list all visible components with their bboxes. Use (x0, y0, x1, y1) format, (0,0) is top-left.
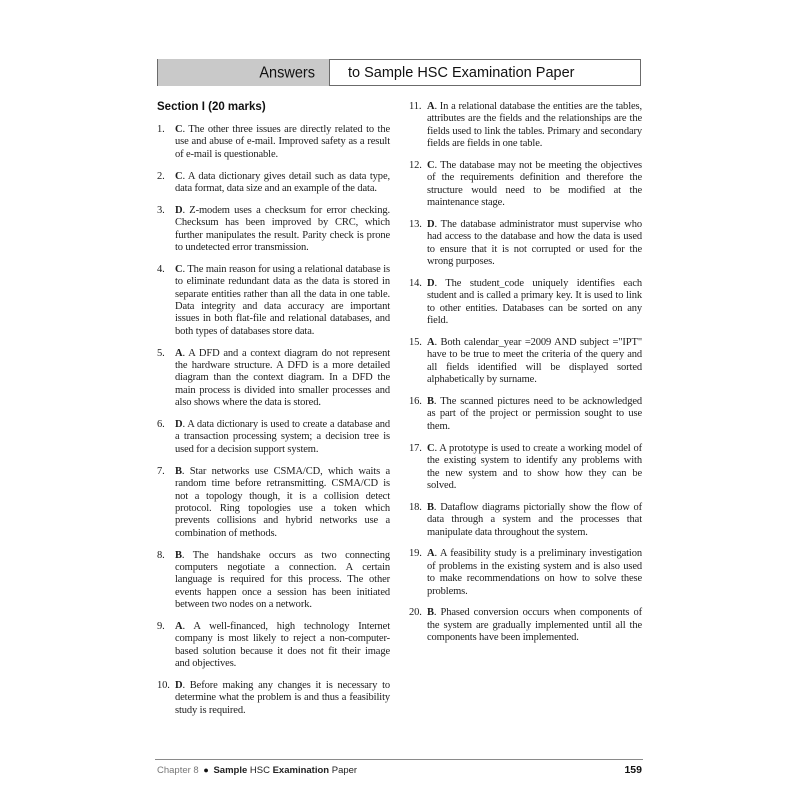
answers-column-right (409, 101, 642, 654)
answer-number: 12. (409, 160, 422, 172)
answer-body (427, 278, 642, 328)
answer-text: . The main reason for using a relational database is to eliminate redundant data as the data is stored in separate entities rather than all the data in one table. Data integrity and data accuracy are important issues in both flat-file and relational databases, and both types of databases store data. (175, 263, 390, 337)
answer-body (427, 548, 642, 598)
header-title: to Sample HSC Examination Paper (348, 64, 575, 81)
answer-number: 14. (409, 278, 422, 290)
answer-number: 18. (409, 501, 422, 513)
answer-body (427, 160, 642, 210)
answer-letter: A (427, 548, 435, 560)
answer-text: . The student_code uniquely identifies each student and is called a primary key. It is used to link to other entities. Databases can be sorted on any field. (427, 278, 642, 327)
answer-body (427, 101, 642, 151)
section-heading: Section I (20 marks) (157, 101, 266, 113)
answer-text: . The scanned pictures need to be acknowledged as part of the project or permission sought to use them. (427, 396, 642, 432)
answer-text: . A data dictionary is used to create a database and a transaction processing system; a decision tree is used for a decision support system. (175, 419, 390, 455)
header-answers-label: Answers (158, 59, 330, 86)
answer-letter: C (175, 170, 183, 182)
answer-item-18 (409, 502, 642, 539)
footer-hsc: HSC (249, 765, 270, 776)
answer-number: 5. (157, 347, 165, 359)
answer-item-3 (157, 205, 390, 255)
answer-number: 15. (409, 337, 422, 349)
answer-item-16 (409, 396, 642, 433)
answer-body (175, 124, 390, 161)
answer-item-1 (157, 124, 390, 161)
answer-item-11 (409, 101, 642, 151)
answer-text: . A feasibility study is a preliminary investigation of problems in the existing system and is also used to make recommendations on how to solve these problems. (427, 548, 642, 597)
answer-number: 10. (157, 679, 170, 691)
answer-text: . Star networks use CSMA/CD, which waits a random time before retransmitting. CSMA/CD is not a topology though, it is a collision detect protocol. Ring topologies use a token which prevents collisions and hybrid networks use a combination of methods. (175, 465, 390, 539)
answer-text: . In a relational database the entities are the tables, attributes are the fields and the relationships are the fields used to link the tables. Primary and secondary fields are fields in one table. (427, 101, 642, 150)
answer-letter: D (175, 204, 183, 216)
answer-letter: B (175, 549, 182, 561)
answer-item-12 (409, 160, 642, 210)
answer-number: 13. (409, 219, 422, 231)
answer-body (427, 443, 642, 493)
answer-letter: A (175, 347, 183, 359)
answer-number: 3. (157, 204, 165, 216)
answer-letter: C (175, 124, 183, 135)
answer-item-10 (157, 680, 390, 717)
footer-bullet-icon: ● (203, 765, 209, 775)
answer-text: . Dataflow diagrams pictorially show the flow of data through a system and the processes that manipulate data throughout the system. (427, 501, 642, 538)
answer-item-8 (157, 550, 390, 612)
answer-item-20 (409, 607, 642, 644)
answer-number: 11. (409, 101, 422, 112)
answer-number: 17. (409, 442, 422, 454)
answer-number: 19. (409, 548, 422, 560)
footer-chapter: Chapter 8 (157, 765, 199, 776)
answer-letter: B (427, 501, 434, 513)
footer-divider (155, 759, 643, 760)
answer-item-19 (409, 548, 642, 598)
answer-body (175, 680, 390, 717)
answer-number: 8. (157, 549, 165, 561)
answer-item-15 (409, 337, 642, 387)
answer-item-5 (157, 348, 390, 410)
answer-body (175, 419, 390, 456)
answer-body (175, 348, 390, 410)
page-header-box (157, 59, 641, 86)
answer-text: . The other three issues are directly related to the use and abuse of e-mail. Improved safety as a result of e-mail is questionable. (175, 124, 390, 160)
answer-letter: D (175, 679, 183, 691)
footer-running-title (157, 765, 357, 776)
answer-body (427, 396, 642, 433)
footer-examination: Examination (272, 765, 330, 776)
answer-letter: A (175, 620, 183, 632)
answer-number: 2. (157, 170, 165, 182)
answer-body (427, 502, 642, 539)
answer-letter: D (427, 219, 435, 231)
answer-letter: A (427, 101, 435, 112)
answer-text: . The handshake occurs as two connecting computers negotiate a connection. A certain language is required for this process. The other events happen once a session has been initiated between two nodes on a network. (175, 549, 390, 611)
answer-item-4 (157, 264, 390, 338)
answer-text: . Before making any changes it is necessary to determine what the problem is and thus a feasibility study is required. (175, 679, 390, 716)
answer-item-2 (157, 171, 390, 196)
answer-letter: B (427, 607, 434, 619)
answer-body (427, 607, 642, 644)
footer-paper: Paper (331, 765, 358, 776)
answers-column-left (157, 124, 390, 727)
answer-text: . A well-financed, high technology Internet company is most likely to reject a non-computer-based solution because it does not fit their image and objectives. (175, 620, 390, 670)
answer-body (175, 621, 390, 671)
answer-letter: C (427, 442, 435, 454)
answer-item-6 (157, 419, 390, 456)
answer-text: . A DFD and a context diagram do not represent the hardware structure. A DFD is a more detailed diagram than the context diagram. In a DFD the main process is divided into smaller processes and also shows where the data is stored. (175, 347, 390, 409)
answer-number: 1. (157, 124, 165, 135)
answer-text: . A prototype is used to create a working model of the existing system to identify any problems with the new system and to show how they can be solved. (427, 442, 642, 491)
answer-text: . A data dictionary gives detail such as data type, data format, data size and an example of the data. (175, 170, 390, 195)
answer-text: . The database administrator must supervise who had access to the database and how the data is used to ensure that it is not corrupted or used for the wrong purposes. (427, 219, 642, 268)
answer-number: 9. (157, 620, 165, 632)
answer-item-9 (157, 621, 390, 671)
answer-text: . Phased conversion occurs when components of the system are gradually implemented until all the components have been implemented. (427, 607, 642, 644)
answer-item-13 (409, 219, 642, 269)
answer-number: 20. (409, 607, 422, 619)
answer-letter: C (427, 160, 435, 172)
answer-number: 16. (409, 396, 422, 408)
answer-letter: D (175, 419, 183, 431)
answer-body (175, 171, 390, 196)
answer-body (175, 550, 390, 612)
page-number: 159 (624, 764, 642, 776)
answer-letter: B (175, 465, 182, 477)
answer-letter: B (427, 396, 434, 408)
answer-item-14 (409, 278, 642, 328)
footer-sample: Sample (213, 765, 248, 776)
answer-body (175, 205, 390, 255)
answer-number: 7. (157, 465, 165, 477)
answer-letter: C (175, 263, 183, 275)
answer-letter: A (427, 337, 435, 349)
answer-number: 6. (157, 419, 165, 431)
answer-letter: D (427, 278, 435, 290)
answer-item-17 (409, 443, 642, 493)
answer-body (175, 466, 390, 540)
answer-number: 4. (157, 263, 165, 275)
answer-body (175, 264, 390, 338)
answer-body (427, 337, 642, 387)
answer-text: . Both calendar_year =2009 AND subject ="IPT" have to be true to meet the criteria of the query and all fields identified will be displayed sorted alphabetically by surname. (427, 337, 642, 386)
answer-body (427, 219, 642, 269)
answer-text: . The database may not be meeting the objectives of the requirements definition and therefore the structure would need to be modified at the maintenance stage. (427, 160, 642, 209)
answer-item-7 (157, 466, 390, 540)
answer-text: . Z-modem uses a checksum for error checking. Checksum has been improved by CRC, which further manipulates the result. Parity check is prone to undetected error transmission. (175, 204, 390, 254)
